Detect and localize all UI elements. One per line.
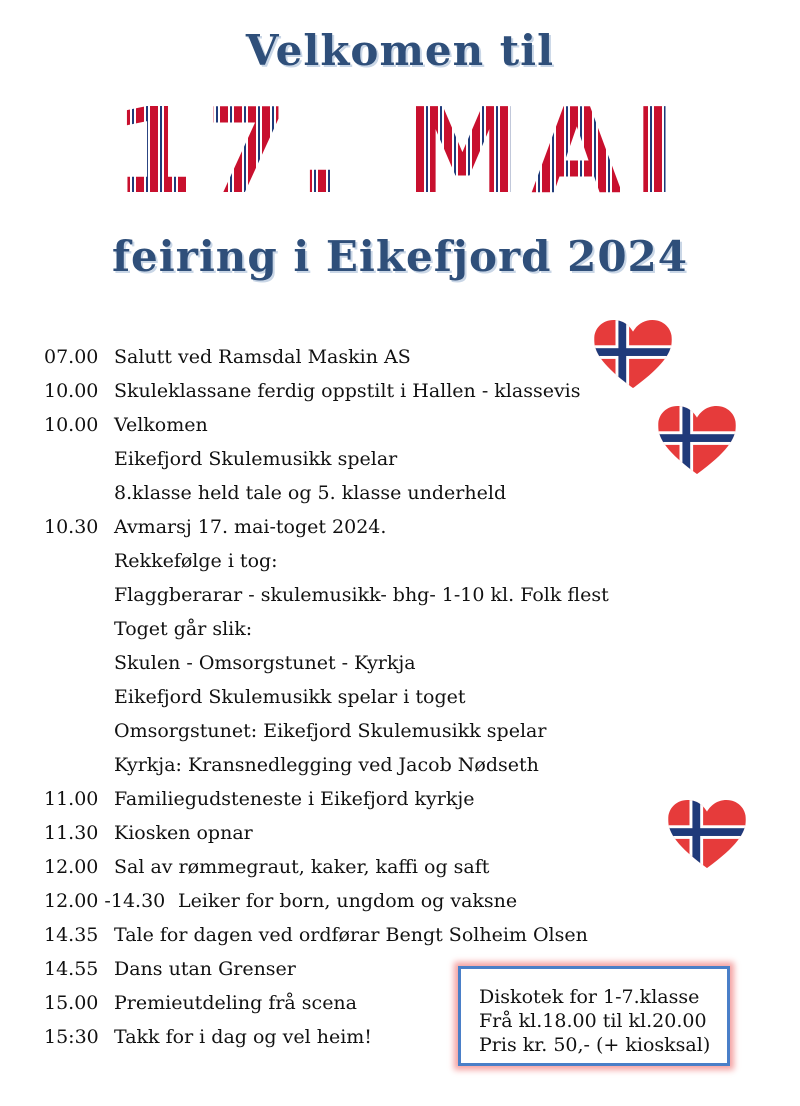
schedule-text: Takk for i dag og vel heim! (114, 1026, 372, 1048)
disco-info-line: Diskotek for 1-7.klasse (479, 986, 700, 1008)
schedule-text: 8.klasse held tale og 5. klasse underheld (114, 482, 507, 504)
schedule-text: Avmarsj 17. mai-toget 2024. (114, 516, 387, 538)
disco-info-line: Pris kr. 50,- (+ kiosksal) (479, 1034, 711, 1056)
schedule-row (44, 748, 664, 782)
schedule-row (44, 646, 664, 680)
schedule-row (44, 578, 664, 612)
schedule-text: Familiegudsteneste i Eikefjord kyrkje (114, 788, 475, 810)
schedule-row (44, 680, 664, 714)
disco-info-line: Frå kl.18.00 til kl.20.00 (479, 1010, 707, 1032)
schedule-row (44, 850, 664, 884)
program-schedule (44, 340, 664, 1054)
schedule-text: Eikefjord Skulemusikk spelar (114, 448, 398, 470)
schedule-text: Eikefjord Skulemusikk spelar i toget (114, 686, 466, 708)
schedule-row (44, 612, 664, 646)
schedule-text: Premieutdeling frå scena (114, 992, 358, 1014)
schedule-time: 15.00 (44, 992, 99, 1014)
schedule-time: 07.00 (44, 346, 99, 368)
schedule-row (44, 884, 664, 918)
schedule-text: Kiosken opnar (114, 822, 253, 844)
schedule-time: 10.30 (44, 516, 99, 538)
schedule-row (44, 340, 664, 374)
norway-flag-heart-icon (668, 800, 746, 870)
schedule-time: 10.00 (44, 414, 99, 436)
schedule-text: Toget går slik: (114, 618, 253, 640)
schedule-text: Leiker for born, ungdom og vaksne (178, 890, 518, 912)
title-welcome: Velkomen til (245, 26, 555, 75)
schedule-text: Sal av rømmegraut, kaker, kaffi og saft (114, 856, 490, 878)
schedule-time: 14.35 (44, 924, 99, 946)
schedule-row (44, 408, 664, 442)
schedule-text: Rekkefølge i tog: (114, 550, 278, 572)
schedule-text: Omsorgstunet: Eikefjord Skulemusikk spelar (114, 720, 547, 742)
schedule-time: 15:30 (44, 1026, 99, 1048)
schedule-time: 12.00 -14.30 (44, 890, 166, 912)
schedule-text: Kyrkja: Kransnedlegging ved Jacob Nødseth (114, 754, 539, 776)
schedule-time: 12.00 (44, 856, 99, 878)
norway-flag-heart-icon (658, 406, 736, 476)
schedule-text: Flaggberarar - skulemusikk- bhg- 1-10 kl. Folk flest (114, 584, 609, 606)
schedule-time: 14.55 (44, 958, 99, 980)
title-celebration: feiring i Eikefjord 2024 (111, 232, 688, 281)
title-17-mai: 17. MAI (0, 86, 800, 216)
disco-info-box (458, 966, 730, 1066)
schedule-time: 10.00 (44, 380, 99, 402)
schedule-row (44, 476, 664, 510)
schedule-text: Skulen - Omsorgstunet - Kyrkja (114, 652, 416, 674)
schedule-time: 11.00 (44, 788, 99, 810)
schedule-row (44, 714, 664, 748)
schedule-row (44, 510, 664, 544)
schedule-row (44, 918, 664, 952)
schedule-row (44, 442, 664, 476)
schedule-text: Salutt ved Ramsdal Maskin AS (114, 346, 411, 368)
schedule-text: Tale for dagen ved ordførar Bengt Solheim Olsen (114, 924, 588, 946)
schedule-time: 11.30 (44, 822, 99, 844)
schedule-row (44, 816, 664, 850)
schedule-row (44, 374, 664, 408)
schedule-text: Velkomen (114, 414, 208, 436)
schedule-text: Dans utan Grenser (114, 958, 296, 980)
schedule-row (44, 782, 664, 816)
schedule-text: Skuleklassane ferdig oppstilt i Hallen - klassevis (114, 380, 581, 402)
schedule-row (44, 544, 664, 578)
